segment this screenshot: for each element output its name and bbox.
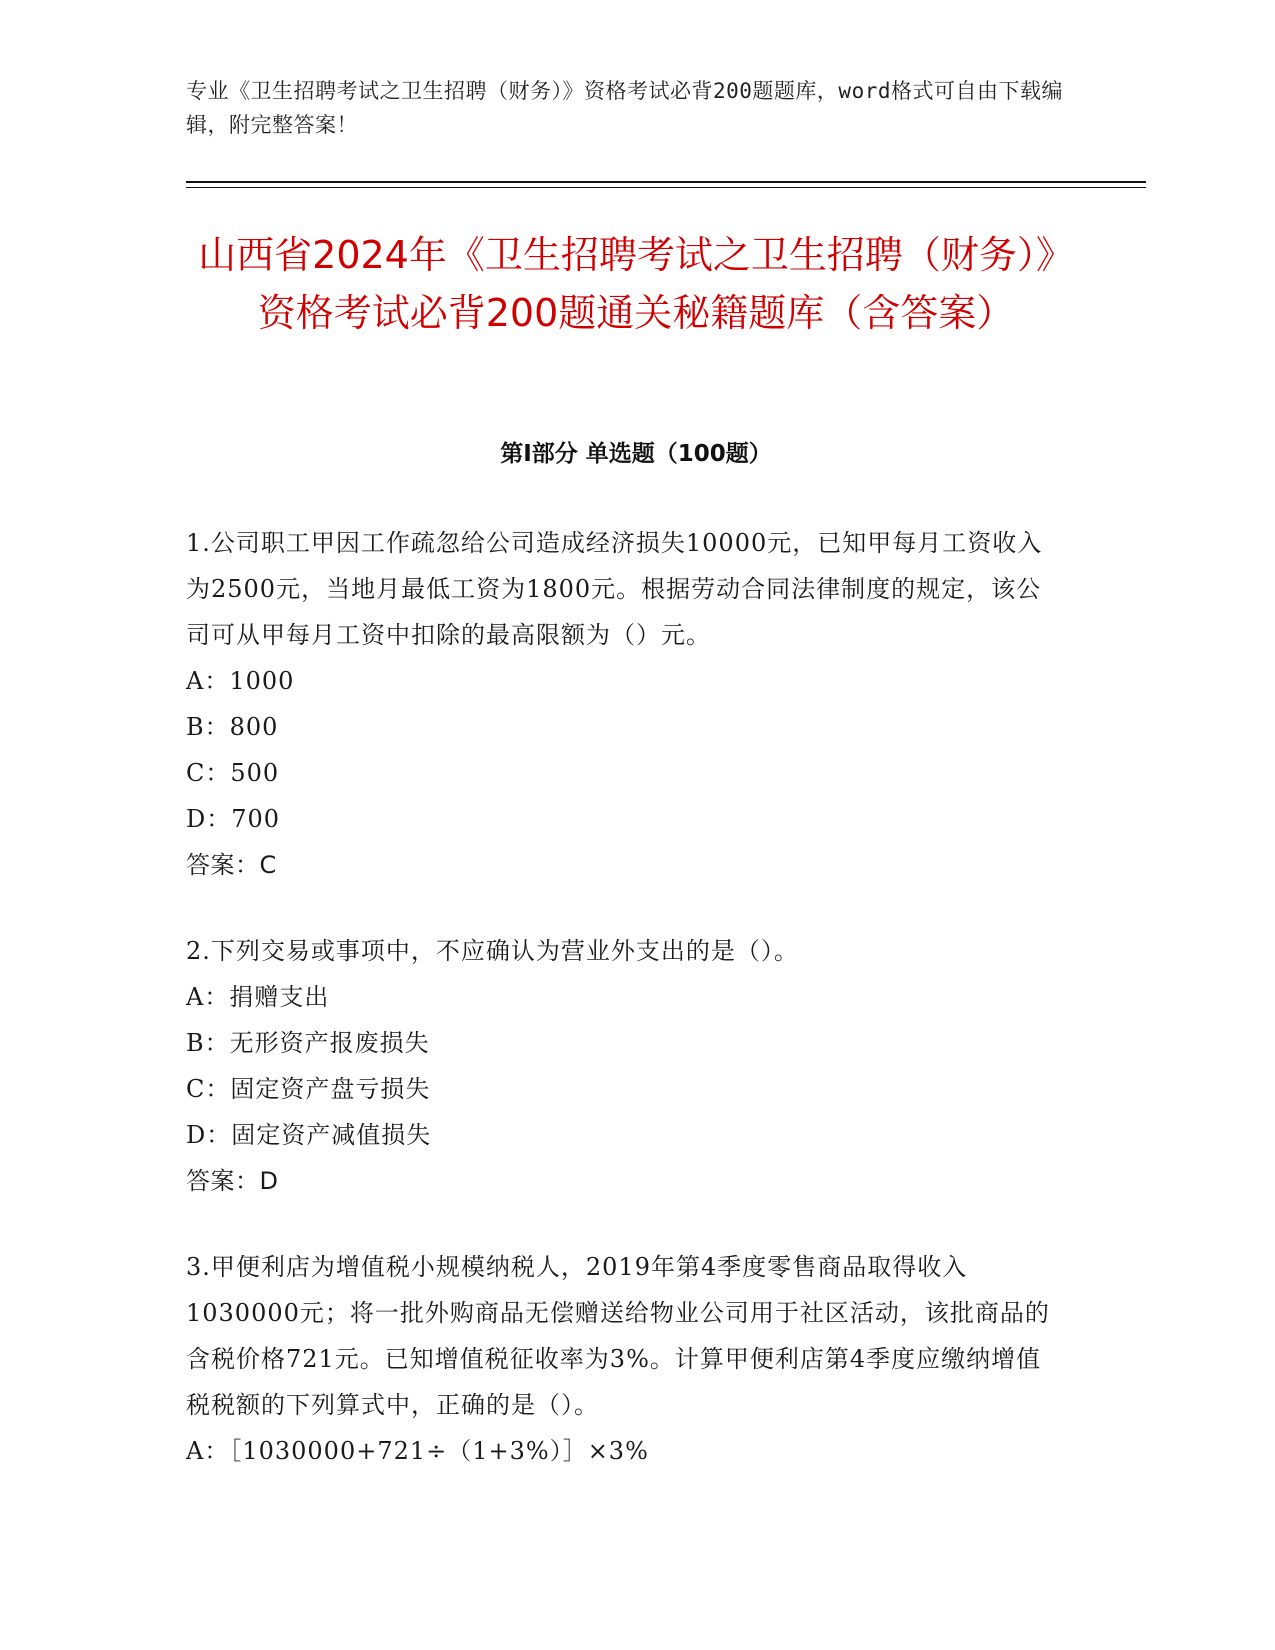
answer: 答案：D: [186, 1167, 279, 1195]
answer: 答案：C: [186, 851, 277, 879]
option-a: A：［1030000+721÷（1+3%）］×3%: [186, 1437, 649, 1465]
option-b: B：800: [186, 713, 279, 741]
option-b: B：无形资产报废损失: [186, 1029, 430, 1057]
question-list: [186, 520, 1066, 1514]
option-a: A：1000: [186, 667, 295, 695]
option-c: C：固定资产盘亏损失: [186, 1075, 431, 1103]
section-title: 第Ⅰ部分 单选题（100题）: [500, 441, 772, 467]
header-divider-thick: [186, 181, 1146, 183]
option-d: D：固定资产减值损失: [186, 1121, 432, 1149]
header-note: 专业《卫生招聘考试之卫生招聘（财务）》资格考试必背200题题库，word格式可自由下载编辑，附完整答案！: [186, 79, 1063, 137]
question-2: [186, 928, 1066, 1204]
header-divider-thin: [186, 187, 1146, 188]
question-1: [186, 520, 1066, 888]
question-3: [186, 1244, 1066, 1474]
option-a: A：捐赠支出: [186, 983, 330, 1011]
question-stem: 1.公司职工甲因工作疏忽给公司造成经济损失10000元，已知甲每月工资收入为2500元，当地月最低工资为1800元。根据劳动合同法律制度的规定，该公司可从甲每月工资中扣除的最高限额为（）元。: [186, 529, 1043, 649]
question-stem: 2.下列交易或事项中，不应确认为营业外支出的是（）。: [186, 937, 799, 965]
option-d: D：700: [186, 805, 281, 833]
option-c: C：500: [186, 759, 280, 787]
question-stem: 3.甲便利店为增值税小规模纳税人，2019年第4季度零售商品取得收入1030000元；将一批外购商品无偿赠送给物业公司用于社区活动，该批商品的含税价格721元。已知增值税征收率为3%。计算甲便利店第4季度应缴纳增值税税额的下列算式中，正确的是（）。: [186, 1253, 1050, 1419]
document-title: 山西省2024年《卫生招聘考试之卫生招聘（财务）》资格考试必背200题通关秘籍题库（含答案）: [198, 233, 1074, 335]
